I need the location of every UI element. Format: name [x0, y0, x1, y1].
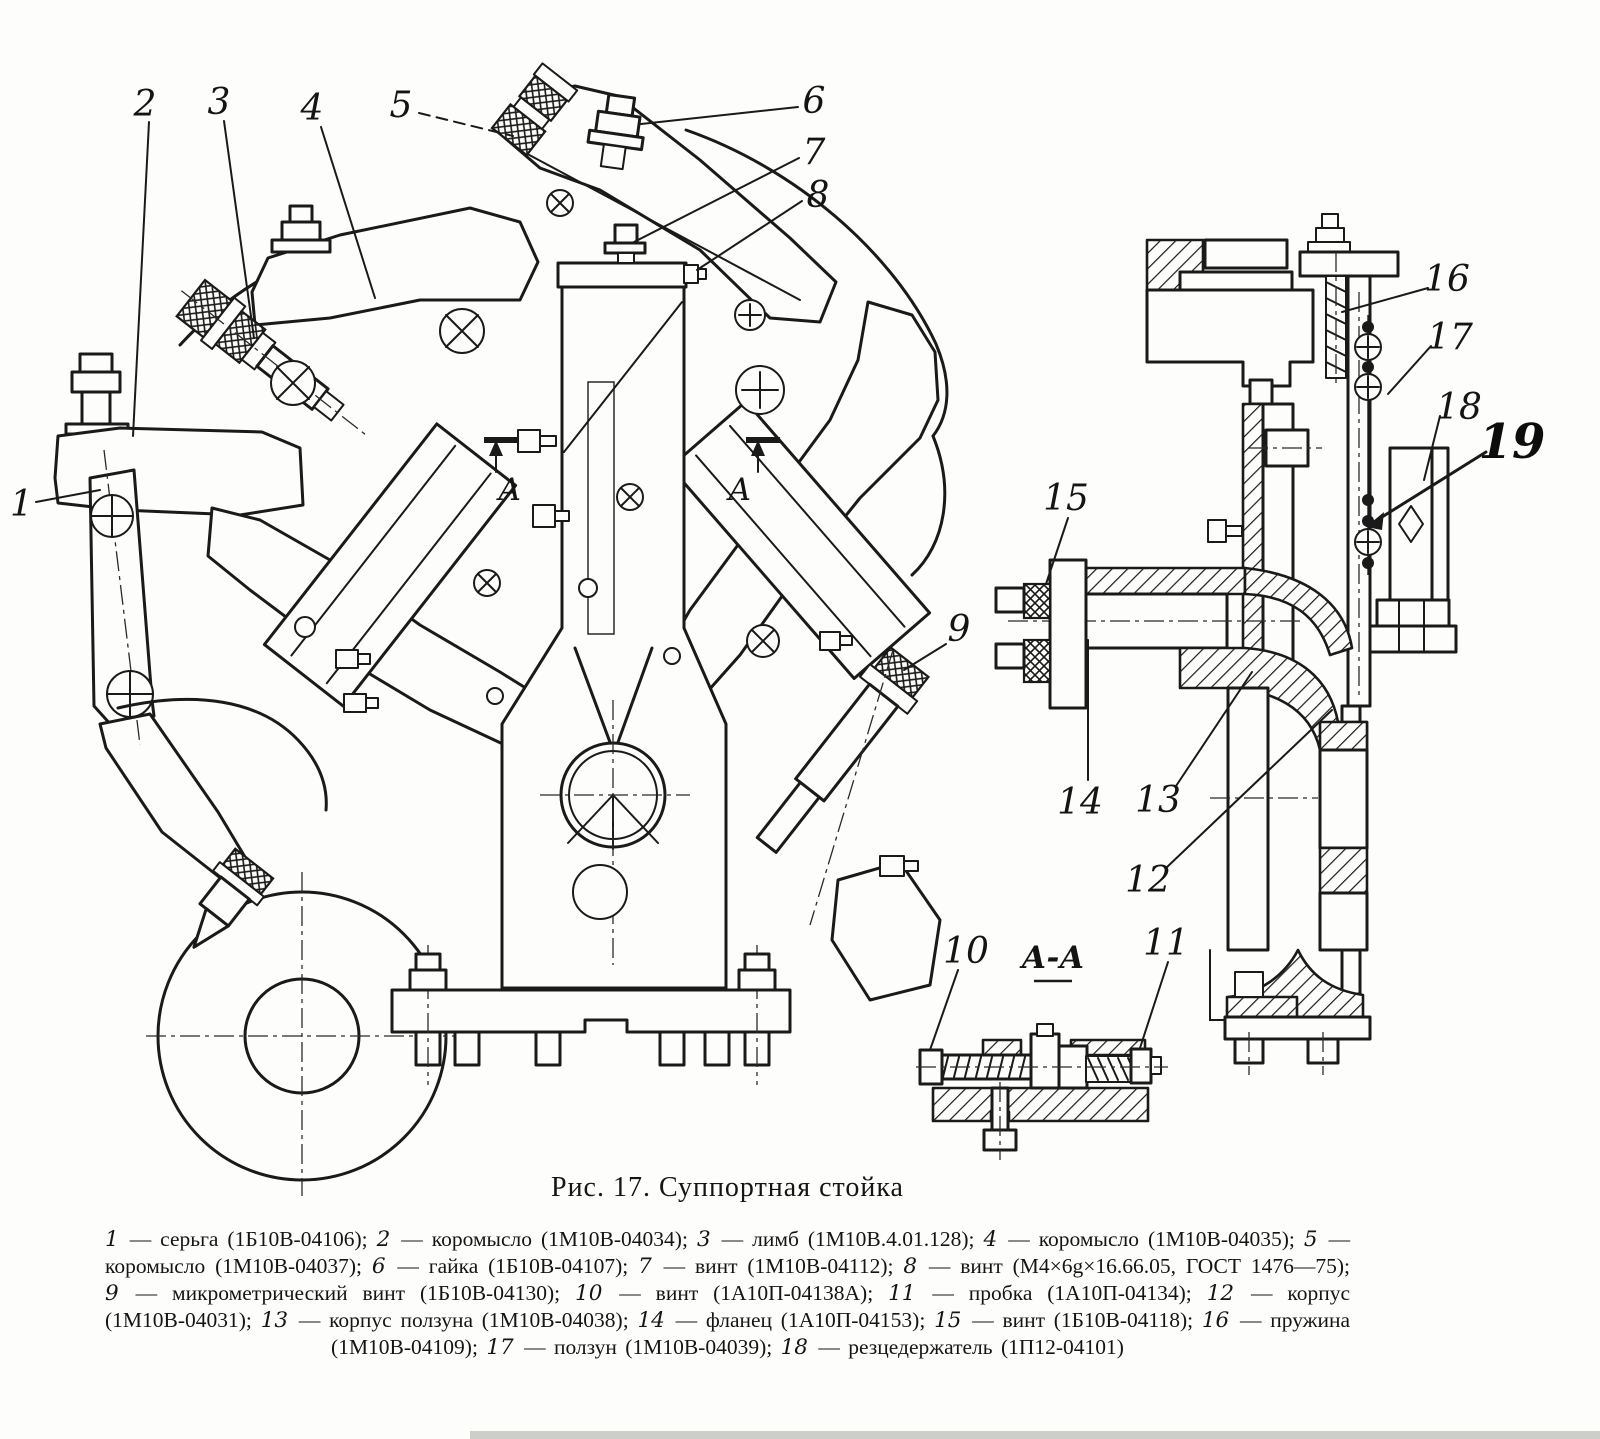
callout-16: 16 — [1424, 259, 1470, 300]
leader-11 — [1140, 962, 1168, 1048]
callout-11: 11 — [1143, 923, 1189, 964]
part-entry: 14 — фланец (1А10П-04153); — [637, 1307, 926, 1333]
section-letter-a-right: А — [728, 472, 752, 508]
leader-6 — [641, 107, 798, 124]
part-entry: 13 — корпус ползуна (1М10В-04038); — [260, 1307, 629, 1333]
callout-13: 13 — [1135, 780, 1181, 821]
figure-title: Рис. 17. Суппортная стойка — [551, 1172, 904, 1203]
rocker-upper-left — [252, 206, 538, 325]
part-entry: 1 — серьга (1Б10В-04106); — [105, 1226, 368, 1252]
part-entry: 5 — коромысло (1М10В-04037); — [105, 1226, 1351, 1278]
flange-shaft — [996, 560, 1367, 950]
figure-caption — [105, 1172, 1350, 1382]
part-entry: 7 — винт (1М10В-04112); — [638, 1253, 894, 1279]
part-entry: 9 — микрометрический винт (1Б10В-04130); — [105, 1280, 561, 1306]
callout-14: 14 — [1057, 782, 1103, 823]
part-entry: 17 — ползун (1М10В-04039); — [486, 1334, 773, 1360]
callout-8: 8 — [806, 175, 830, 216]
leader-2 — [133, 122, 149, 436]
section-letter-a-left: А — [498, 472, 522, 508]
callout-10: 10 — [943, 931, 989, 972]
section-aa-label: А-А — [1021, 940, 1085, 976]
callout-1: 1 — [10, 484, 33, 525]
part-entry: 3 — лимб (1М10В.4.01.128); — [696, 1226, 975, 1252]
callout-9: 9 — [947, 609, 971, 650]
part-entry: 4 — коромысло (1М10В-04035); — [983, 1226, 1295, 1252]
part-entry: 15 — винт (1Б10В-04118); — [934, 1307, 1194, 1333]
part-entry: 8 — винт (М4×6g×16.66.05, ГОСТ 1476—75); — [903, 1253, 1350, 1279]
part-entry: 16 — пружина (1М10В-04109); — [331, 1307, 1351, 1359]
leader-9 — [904, 644, 946, 670]
parts-list — [105, 1226, 1350, 1361]
main-front-view — [55, 63, 947, 1196]
callout-2: 2 — [133, 84, 157, 125]
callout-4: 4 — [300, 88, 324, 129]
callout-12: 12 — [1125, 860, 1171, 901]
micrometric-screw — [743, 632, 940, 1000]
section-label — [1019, 940, 1084, 981]
aa-section-view — [916, 1024, 1168, 1160]
callout-15: 15 — [1043, 478, 1089, 519]
leader-10 — [930, 970, 958, 1050]
callout-3: 3 — [207, 82, 231, 123]
callout-18: 18 — [1436, 387, 1482, 428]
shackle-linkage — [55, 354, 303, 962]
callout-17: 17 — [1427, 317, 1473, 358]
part-entry: 11 — пробка (1А10П-04134); — [888, 1280, 1192, 1306]
part-entry: 2 — коромысло (1М10В-04034); — [376, 1226, 688, 1252]
callout-19: 19 — [1478, 414, 1546, 470]
callout-5: 5 — [389, 85, 413, 126]
scan-edge-artifact — [470, 1431, 1600, 1439]
part-entry: 12 — корпус (1М10В-04031); — [105, 1280, 1351, 1332]
part-entry: 6 — гайка (1Б10В-04107); — [371, 1253, 629, 1279]
callout-7: 7 — [802, 132, 826, 173]
part-entry: 18 — резцедержатель (1П12-04101) — [780, 1334, 1124, 1360]
leader-17 — [1388, 346, 1431, 394]
part-entry: 10 — винт (1А10П-04138А); — [575, 1280, 874, 1306]
callout-6: 6 — [802, 81, 826, 122]
